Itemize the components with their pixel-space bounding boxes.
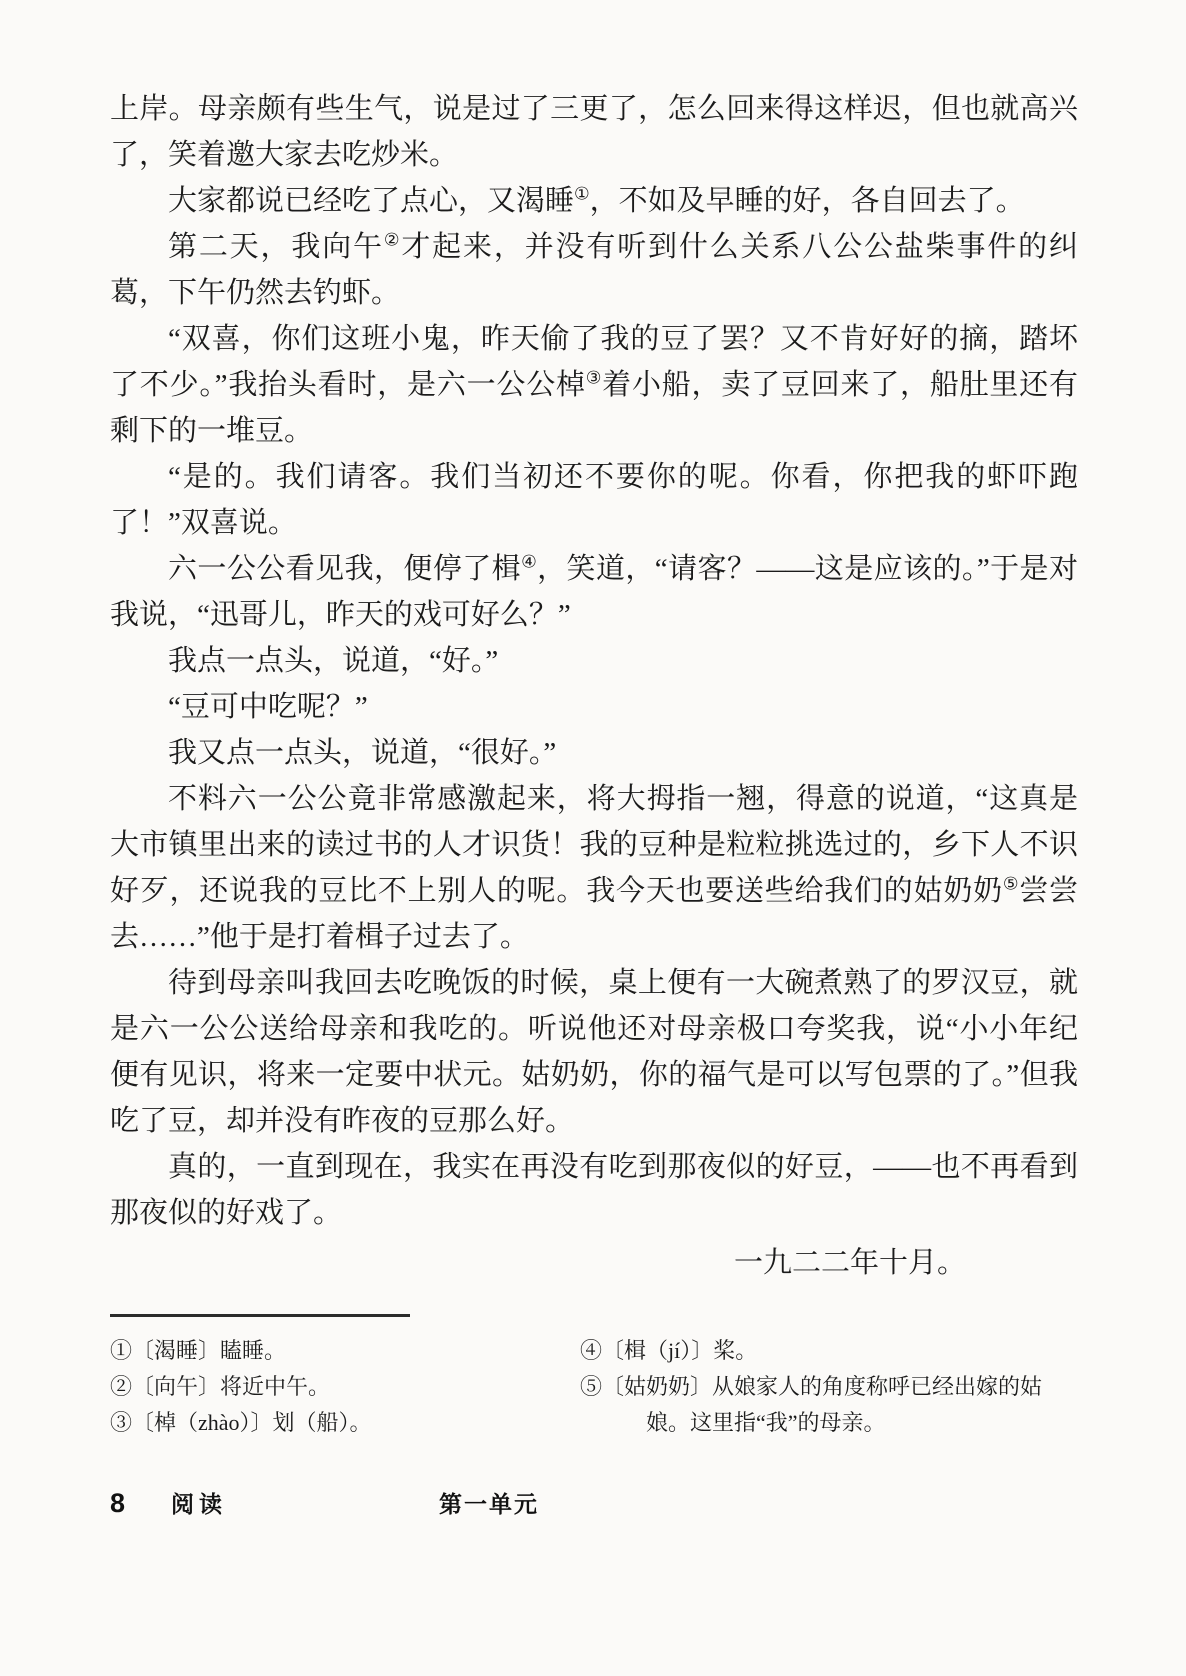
footnote-item: ①〔渴睡〕瞌睡。	[110, 1338, 287, 1363]
text-run: ，不如及早睡的好，各自回去了。	[589, 185, 1025, 217]
text-run: 上岸。母亲颇有些生气，说是过了三更了，怎么回来得这样迟，但也就高兴了，笑着邀大家去吃炒米。	[110, 93, 1078, 171]
footnote-ref: ③	[585, 367, 603, 388]
page-footer	[110, 1486, 539, 1519]
paragraph	[110, 178, 1078, 224]
footnote-item: ②〔向午〕将近中午。	[110, 1374, 331, 1399]
footnotes	[110, 1333, 1078, 1441]
paragraph	[110, 776, 1078, 960]
paragraph	[110, 730, 1078, 776]
footnotes-left-column	[110, 1333, 580, 1441]
date-line: 一九二二年十月。	[733, 1247, 966, 1279]
text-run: 第二天，我向午	[168, 231, 384, 263]
paragraph	[110, 546, 1078, 638]
paragraph	[110, 316, 1078, 454]
text-run: “豆可中吃呢？”	[168, 691, 368, 723]
footer-unit-label: 第一单元	[439, 1491, 540, 1517]
text-run: “是的。我们请客。我们当初还不要你的呢。你看，你把我的虾吓跑了！”双喜说。	[110, 461, 1078, 539]
text-run: 待到母亲叫我回去吃晚饭的时候，桌上便有一大碗煮熟了的罗汉豆，就是六一公公送给母亲和我吃的。听说他还对母亲极口夸奖我，说“小小年纪便有见识，将来一定要中状元。姑奶奶，你的福气是可以写包票的了。”但我吃了豆，却并没有昨夜的豆那么好。	[110, 967, 1078, 1137]
paragraph	[110, 638, 1078, 684]
text-run: 不料六一公公竟非常感激起来，将大拇指一翘，得意的说道，“这真是大市镇里出来的读过书的人才识货！我的豆种是粒粒挑选过的，乡下人不识好歹，还说我的豆比不上别人的呢。我今天也要送些给我们的姑奶奶	[110, 783, 1078, 907]
paragraph	[110, 684, 1078, 730]
footnotes-right-column	[580, 1333, 1042, 1441]
footnote-divider	[110, 1314, 410, 1317]
footnote-ref: ①	[574, 183, 590, 204]
footnote-ref: ⑤	[1002, 873, 1020, 894]
main-text	[110, 86, 1078, 1236]
footnote-item: ⑤〔姑奶奶〕从娘家人的角度称呼已经出嫁的姑娘。这里指“我”的母亲。	[580, 1374, 1043, 1435]
text-run: ，笑道，“请客？——这是应该的。”于是对我说，“迅哥儿，昨天的戏可好么？”	[110, 553, 1078, 631]
paragraph	[110, 224, 1078, 316]
paragraph	[110, 454, 1078, 546]
text-run: 我又点一点头，说道，“很好。”	[168, 737, 557, 769]
text-run: “双喜，你们这班小鬼，昨天偷了我的豆了罢？又不肯好好的摘，踏坏了不少。”我抬头看时，是六一公公棹	[110, 323, 1078, 401]
paragraph	[110, 960, 1078, 1144]
text-run: 大家都说已经吃了点心，又渴睡	[168, 185, 575, 217]
text-run: 才起来，并没有听到什么关系八公公盐柴事件的纠葛，下午仍然去钓虾。	[110, 231, 1078, 309]
paragraph	[110, 1144, 1078, 1236]
paragraph	[110, 86, 1078, 178]
page-number: 8	[110, 1488, 126, 1518]
text-run: 六一公公看见我，便停了楫	[168, 553, 522, 585]
footer-section-label: 阅读	[171, 1491, 228, 1517]
text-run: 尝尝去……”他于是打着楫子过去了。	[110, 875, 1078, 953]
footnote-ref: ②	[383, 229, 402, 250]
text-run: 我点一点头，说道，“好。”	[168, 645, 499, 677]
footnote-item: ③〔棹（zhào）〕划（船）。	[110, 1410, 372, 1435]
text-run: 真的，一直到现在，我实在再没有吃到那夜似的好豆，——也不再看到那夜似的好戏了。	[110, 1151, 1078, 1229]
footnote-item: ④〔楫（jí）〕桨。	[580, 1338, 758, 1363]
text-run: 着小船，卖了豆回来了，船肚里还有剩下的一堆豆。	[110, 369, 1078, 447]
footnote-ref: ④	[521, 551, 538, 572]
